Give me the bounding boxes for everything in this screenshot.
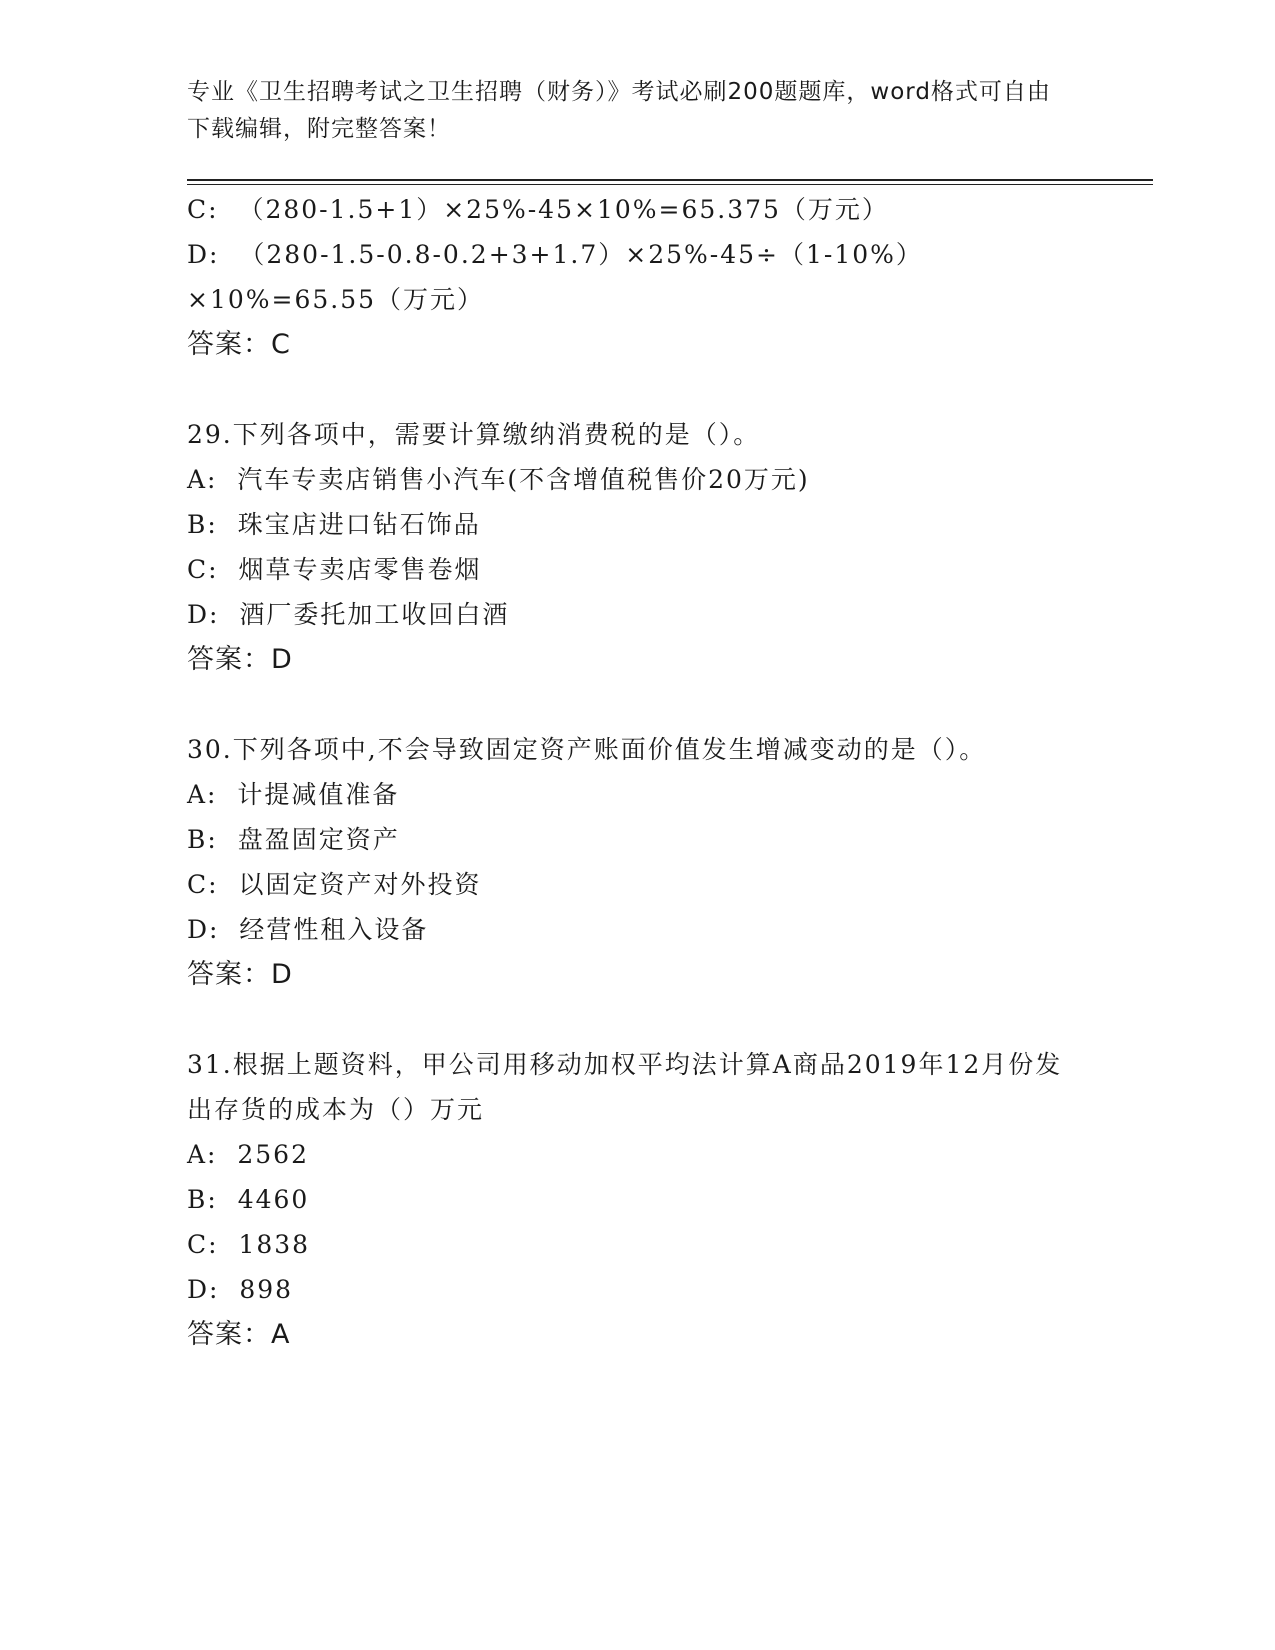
option-a: A: 汽车专卖店销售小汽车(不含增值税售价20万元) [187,465,810,494]
option-d: D: 酒厂委托加工收回白酒 [187,600,510,629]
header-rule-thin [187,184,1153,185]
option-c: C: 烟草专卖店零售卷烟 [187,555,482,584]
answer: 答案：C [187,329,291,360]
option-b: B: 珠宝店进口钻石饰品 [187,510,481,539]
option-a: A: 2562 [187,1140,309,1169]
answer: 答案：A [187,1319,291,1350]
question-stem: 30.下列各项中,不会导致固定资产账面价值发生增减变动的是（）。 [187,735,987,764]
option-d: D: 898 [187,1275,294,1304]
option-d: D: （280-1.5-0.8-0.2+3+1.7）×25%-45÷（1-10%）×10%=65.55（万元） [187,240,923,314]
document-body [187,187,1077,1357]
question-stem: 31.根据上题资料，甲公司用移动加权平均法计算A商品2019年12月份发出存货的成本为（）万元 [187,1050,1063,1124]
question-stem: 29.下列各项中，需要计算缴纳消费税的是（）。 [187,420,761,449]
option-d: D: 经营性租入设备 [187,915,429,944]
question-31 [187,1042,1077,1357]
header-rule-thick [187,179,1153,181]
option-b: B: 盘盈固定资产 [187,825,400,854]
option-c: C: （280-1.5+1）×25%-45×10%=65.375（万元） [187,195,889,224]
answer: 答案：D [187,959,293,990]
option-a: A: 计提减值准备 [187,780,400,809]
document-header: 专业《卫生招聘考试之卫生招聘（财务）》考试必刷200题题库，word格式可自由下载编辑，附完整答案！ [187,79,1051,142]
question-28-tail [187,187,1077,367]
option-b: B: 4460 [187,1185,310,1214]
question-30 [187,727,1077,997]
answer: 答案：D [187,644,293,675]
question-29 [187,412,1077,682]
option-c: C: 1838 [187,1230,311,1259]
option-c: C: 以固定资产对外投资 [187,870,482,899]
